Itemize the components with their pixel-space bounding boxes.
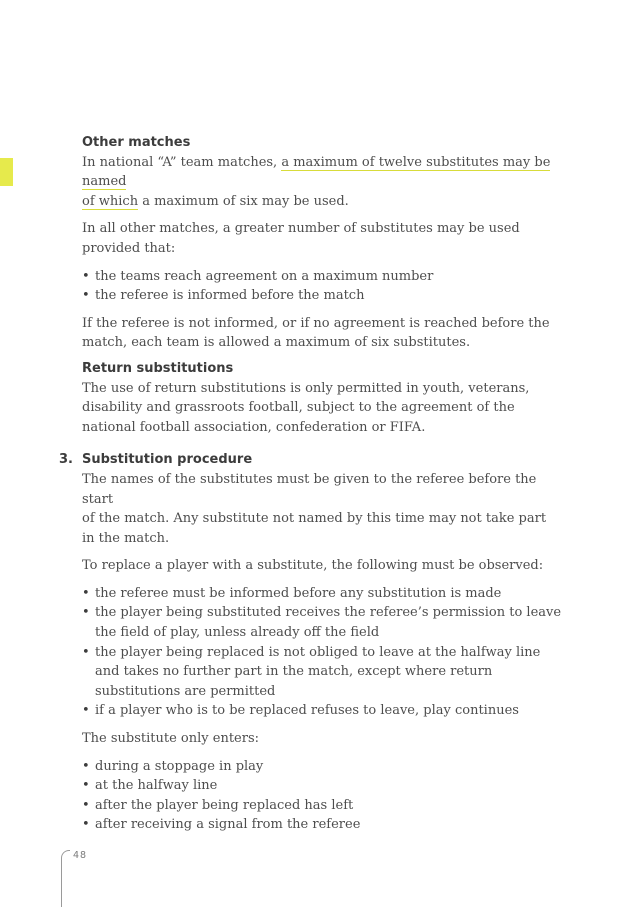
list-agreement-conditions: [82, 267, 562, 306]
paragraph-return-substitutions: The use of return substitutions is only permitted in youth, veterans, disability and grassroots football, subject to the agreement of the national football association, confederation or FIFA.: [82, 380, 530, 435]
list-item: • if a player who is to be replaced refuses to leave, play continues: [82, 701, 562, 721]
list-item: • the referee must be informed before any substitution is made: [82, 584, 562, 604]
paragraph-substitute-enters: The substitute only enters:: [82, 731, 260, 747]
paragraph-national-a-matches: [82, 153, 562, 212]
list-item: • after receiving a signal from the referee: [82, 815, 562, 835]
paragraph-other-matches: In all other matches, a greater number of substitutes may be used provided that:: [82, 221, 520, 256]
list-item: • after the player being replaced has left: [82, 796, 562, 816]
section-substitution-procedure: [59, 450, 562, 835]
highlighted-text: of which: [82, 193, 139, 209]
page-content: [59, 133, 562, 835]
text-run: The names of the substitutes must be given to the referee before the start: [82, 471, 537, 507]
list-item: • during a stoppage in play: [82, 757, 562, 777]
page-number: 48: [73, 850, 88, 861]
text-run: of the match. Any substitute not named by this time may not take part in the match.: [82, 511, 547, 546]
list-item: • the player being substituted receives the referee’s permission to leave the field of play, unless already off the field: [82, 603, 562, 642]
paragraph-names-of-substitutes: [82, 470, 562, 548]
text-run: In national “A” team matches,: [82, 154, 282, 170]
paragraph-no-agreement: If the referee is not informed, or if no agreement is reached before the match, each team is allowed a maximum of six substitutes.: [82, 315, 550, 351]
list-replacement-rules: [82, 584, 562, 721]
list-item: • at the halfway line: [82, 776, 562, 796]
list-item: • the teams reach agreement on a maximum number: [82, 267, 562, 287]
section-number: 3.: [59, 452, 73, 468]
list-entry-conditions: [82, 757, 562, 835]
text-run: a maximum of six may be used.: [138, 193, 349, 209]
list-item: • the referee is informed before the match: [82, 286, 562, 306]
list-item: • the player being replaced is not obliged to leave at the halfway line and takes no further part in the match, except where return substitutions are permitted: [82, 643, 562, 702]
accent-margin-bar: [0, 158, 13, 186]
footer-corner-line: [61, 850, 70, 907]
paragraph-replace-player: To replace a player with a substitute, the following must be observed:: [82, 558, 544, 574]
heading-return-substitutions: Return substitutions: [82, 360, 234, 376]
heading-substitution-procedure: Substitution procedure: [82, 452, 253, 468]
highlighted-text: a maximum of twelve substitutes may be named: [82, 154, 551, 190]
heading-other-matches: Other matches: [82, 135, 191, 150]
